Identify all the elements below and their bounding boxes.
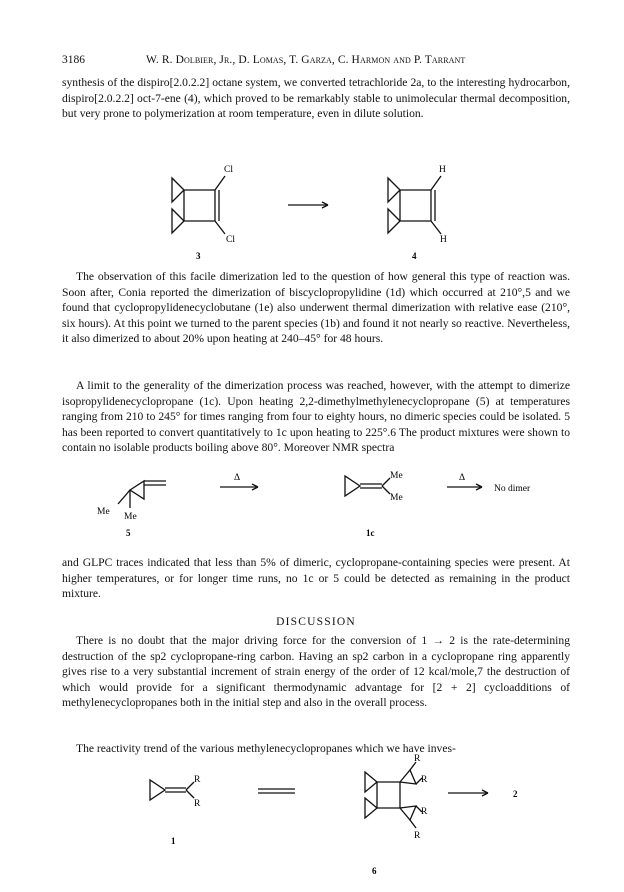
substituent-r: R — [194, 775, 201, 785]
paragraph-2: The observation of this facile dimerization led to the question of how general this type of reaction was. Soon after, Conia reported the dimerization of biscyclopropylidine (1d) which occurred at 210°,5 and we found that cyclopropylidenecyclobutane (1e) also underwent thermal dimerization with relative ease (210°, six hours). At this point we turned to the parent species (1b) and found it not nearly so reactive. Nevertheless, it also dimerized to about 20% upon heating at 240–45° for 48 hours. — [62, 270, 570, 346]
substituent-r: R — [414, 754, 421, 764]
author-line: W. R. Dolbier, Jr., D. Lomas, T. Garza, C. Harmon and P. Tarrant — [146, 54, 466, 66]
cyclopropane-ring — [365, 772, 377, 792]
scheme-2 — [0, 468, 624, 540]
compound-label-3: 3 — [196, 251, 201, 261]
cyclopropane-ring — [130, 481, 144, 499]
paragraph-4: and GLPC traces indicated that less than 5% of dimeric, cyclopropane-containing species were present. At higher temperatures, or for longer time runs, no 1c or 5 could be detected as remaining in the product mixture. — [62, 556, 570, 601]
heat-symbol: Δ — [459, 473, 466, 483]
compound-label-4: 4 — [412, 251, 417, 261]
product-label-2: 2 — [513, 789, 518, 799]
atom-cl-top: Cl — [224, 165, 233, 175]
cyclopropane-ring — [400, 770, 416, 784]
no-dimer-label: No dimer — [494, 484, 531, 494]
cyclopropane-ring — [172, 178, 184, 202]
compound-label-1c: 1c — [366, 528, 375, 538]
atom-h-top: H — [439, 165, 446, 175]
cyclopropane-ring — [172, 209, 184, 233]
paragraph-5: There is no doubt that the major driving force for the conversion of 1 → 2 is the rate-determining destruction of the sp2 cyclopropane-ring carbon. Having an sp2 carbon in a cyclopropane ring apparently gives rise to a very substantial increment of strain energy of the order of 12 kcal/mole,7 the destruction of which would provide for a significant thermodynamic advantage for [2 + 2] cycloadditions of methylenecyclopropanes both in the initial step and also in the overall process. — [62, 634, 570, 710]
methyl-label: Me — [124, 512, 137, 522]
cyclopropane-ring — [400, 806, 416, 820]
compound-label-5: 5 — [126, 528, 131, 538]
compound-label-6: 6 — [372, 866, 377, 876]
cyclopropane-ring — [388, 209, 400, 233]
page-number: 3186 — [62, 54, 85, 66]
methyl-label: Me — [97, 507, 110, 517]
substituent-r: R — [414, 831, 421, 841]
cyclopropane-ring — [388, 178, 400, 202]
substituent-r: R — [421, 775, 428, 785]
substituent-r: R — [194, 799, 201, 809]
atom-h-bottom: H — [440, 235, 447, 245]
cyclopropane-ring — [345, 476, 360, 496]
cyclobutene-ring — [184, 190, 215, 221]
methyl-label: Me — [390, 471, 403, 481]
atom-cl-bottom: Cl — [226, 235, 235, 245]
cyclopropane-ring — [150, 780, 165, 800]
paragraph-1: synthesis of the dispiro[2.0.2.2] octane system, we converted tetrachloride 2a, to the interesting hydrocarbon, dispiro[2.0.2.2] oct-7-ene (4), which proved to be remarkably stable to unimolecular thermal decomposition, but very prone to polymerization at room temperature, even in dilute solution. — [62, 76, 570, 121]
heat-symbol: Δ — [234, 473, 241, 483]
scheme-3 — [0, 756, 624, 886]
methyl-label: Me — [390, 493, 403, 503]
scheme-1 — [0, 158, 624, 263]
paragraph-3: A limit to the generality of the dimerization process was reached, however, with the attempt to dimerize isopropylidenecyclopropane (1c). Upon heating 2,2-dimethylmethylenecyclopropane (5) at temperatures ranging from 210 to 245° for times ranging from four to eighty hours, no dimeric species could be isolated. 5 has been reported to convert quantitatively to 1c upon heating to 225°.6 The product mixtures were shown to contain no isolable products boiling above 80°. Moreover NMR spectra — [62, 379, 570, 455]
substituent-r: R — [421, 807, 428, 817]
paragraph-6: The reactivity trend of the various methylenecyclopropanes which we have inves- — [76, 742, 456, 755]
compound-label-1: 1 — [171, 836, 176, 846]
section-heading: DISCUSSION — [276, 616, 356, 628]
cyclobutane-ring — [377, 782, 400, 808]
cyclobutene-ring — [400, 190, 431, 221]
cyclopropane-ring — [365, 798, 377, 818]
